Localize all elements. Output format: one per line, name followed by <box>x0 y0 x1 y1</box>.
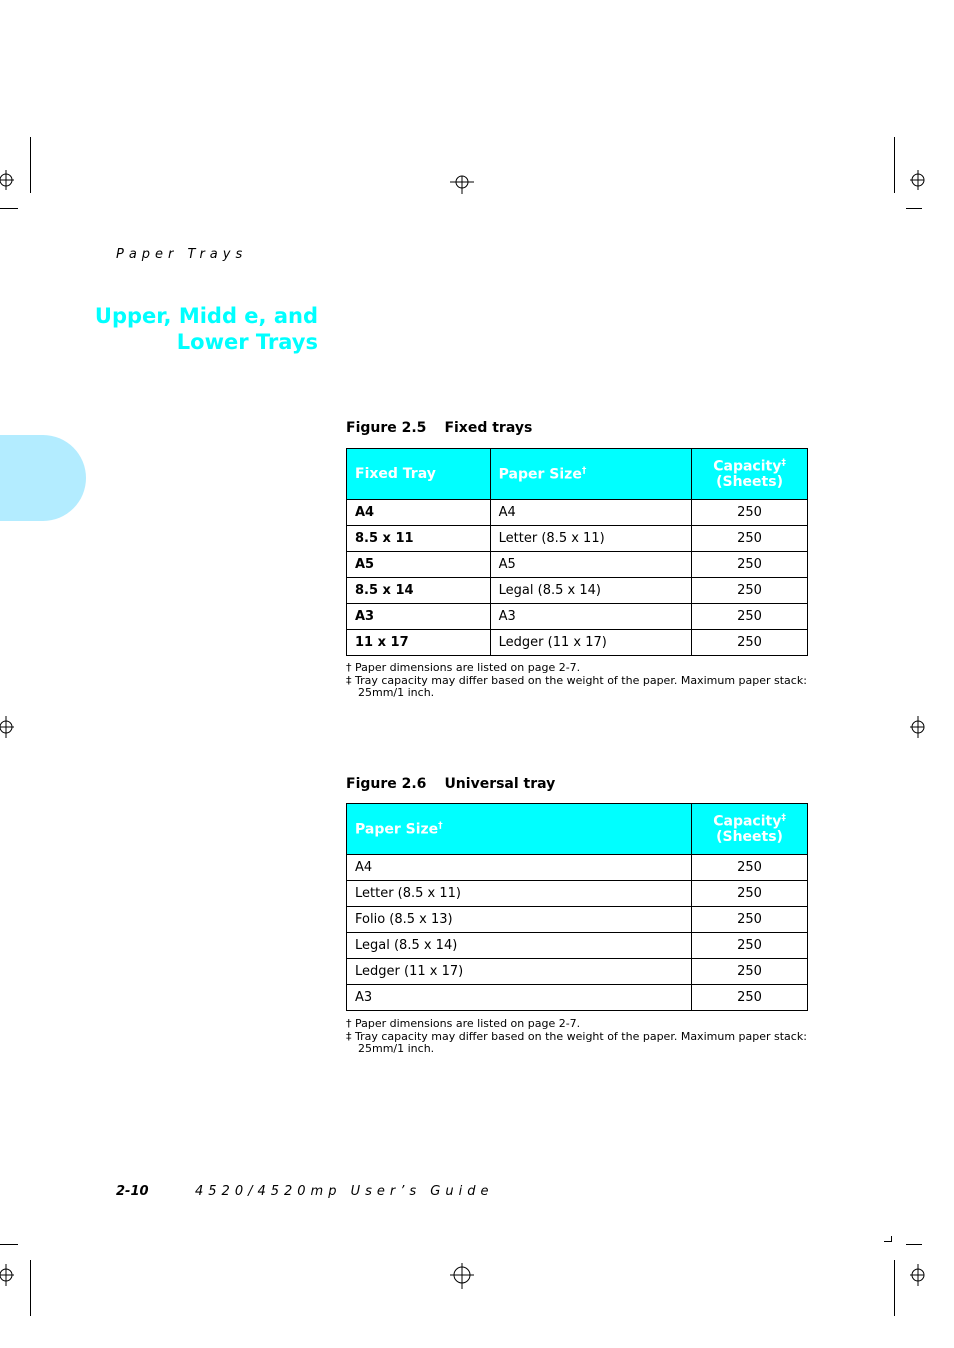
cell-tray: A3 <box>347 604 491 630</box>
table-row <box>347 933 808 959</box>
universal-tray-table <box>346 803 808 1011</box>
cell-size: A4 <box>347 855 692 881</box>
header-paper-size: Paper Size† <box>490 449 691 500</box>
table-row <box>347 604 808 630</box>
header-capacity: Capacity‡ (Sheets) <box>692 449 808 500</box>
cell-tray: A5 <box>347 552 491 578</box>
cell-size: Legal (8.5 x 14) <box>490 578 691 604</box>
section-title <box>90 303 318 355</box>
table-notes-universal <box>346 1018 808 1056</box>
header-capacity: Capacity‡ (Sheets) <box>692 804 808 855</box>
crop-mark <box>891 1236 892 1242</box>
cell-capacity: 250 <box>692 959 808 985</box>
header-paper-size: Paper Size† <box>347 804 692 855</box>
section-title-line1: Upper, Midd e, and <box>94 304 318 328</box>
crop-mark <box>0 1244 18 1245</box>
footnote-double-dagger: ‡ Tray capacity may differ based on the weight of the paper. Maximum paper stack: 25mm/1 inch. <box>346 1029 807 1055</box>
figure-caption-universal <box>346 776 555 792</box>
cell-capacity: 250 <box>692 881 808 907</box>
registration-mark-icon <box>906 716 926 738</box>
footnote-double-dagger: ‡ Tray capacity may differ based on the weight of the paper. Maximum paper stack: 25mm/1 inch. <box>346 673 807 699</box>
figure-number: Figure 2.6 <box>346 776 427 792</box>
cell-tray: A4 <box>347 500 491 526</box>
registration-mark-icon <box>0 170 20 190</box>
cell-capacity: 250 <box>692 907 808 933</box>
figure-number: Figure 2.5 <box>346 420 427 436</box>
cell-size: Letter (8.5 x 11) <box>347 881 692 907</box>
registration-mark-icon <box>906 1264 926 1286</box>
figure-caption-fixed <box>346 420 532 436</box>
table-row <box>347 985 808 1011</box>
figure-title: Universal tray <box>444 776 556 792</box>
table-row <box>347 907 808 933</box>
cell-size: Letter (8.5 x 11) <box>490 526 691 552</box>
cell-capacity: 250 <box>692 985 808 1011</box>
registration-mark-icon <box>0 1264 20 1286</box>
cell-capacity: 250 <box>692 552 808 578</box>
registration-mark-icon <box>906 170 926 190</box>
registration-mark-icon <box>450 174 474 194</box>
cell-capacity: 250 <box>692 855 808 881</box>
running-head: Paper Trays <box>116 247 248 262</box>
cell-capacity: 250 <box>692 604 808 630</box>
registration-mark-icon <box>0 716 20 738</box>
table-row <box>347 959 808 985</box>
footnote-dagger: † Paper dimensions are listed on page 2-7. <box>346 661 581 674</box>
cell-size: Legal (8.5 x 14) <box>347 933 692 959</box>
cell-capacity: 250 <box>692 933 808 959</box>
table-row <box>347 500 808 526</box>
cell-size: A3 <box>490 604 691 630</box>
table-notes-fixed <box>346 662 808 700</box>
table-row <box>347 881 808 907</box>
table-header-row <box>347 804 808 855</box>
cell-size: A5 <box>490 552 691 578</box>
cell-size: Folio (8.5 x 13) <box>347 907 692 933</box>
guide-title: 4520/4520mp User’s Guide <box>195 1184 494 1199</box>
cell-size: A3 <box>347 985 692 1011</box>
crop-mark <box>0 208 18 209</box>
cell-size: Ledger (11 x 17) <box>347 959 692 985</box>
cell-tray: 11 x 17 <box>347 630 491 656</box>
cell-capacity: 250 <box>692 500 808 526</box>
registration-mark-icon <box>450 1261 474 1289</box>
header-fixed-tray: Fixed Tray <box>347 449 491 500</box>
cell-size: A4 <box>490 500 691 526</box>
table-row <box>347 630 808 656</box>
page-number: 2-10 <box>116 1184 149 1199</box>
table-header-row <box>347 449 808 500</box>
crop-mark <box>894 1260 895 1316</box>
section-title-line2: Lower Trays <box>176 330 318 354</box>
cell-tray: 8.5 x 11 <box>347 526 491 552</box>
cell-capacity: 250 <box>692 526 808 552</box>
crop-mark <box>30 1260 31 1316</box>
crop-mark <box>30 137 31 193</box>
table-row <box>347 552 808 578</box>
cell-capacity: 250 <box>692 578 808 604</box>
table-row <box>347 526 808 552</box>
chapter-tab <box>0 435 86 521</box>
figure-title: Fixed trays <box>444 420 533 436</box>
cell-tray: 8.5 x 14 <box>347 578 491 604</box>
cell-capacity: 250 <box>692 630 808 656</box>
footnote-dagger: † Paper dimensions are listed on page 2-7. <box>346 1017 581 1030</box>
crop-mark <box>894 137 895 193</box>
cell-size: Ledger (11 x 17) <box>490 630 691 656</box>
crop-mark <box>906 1244 922 1245</box>
table-row <box>347 855 808 881</box>
table-row <box>347 578 808 604</box>
fixed-trays-table <box>346 448 808 656</box>
crop-mark <box>906 208 922 209</box>
